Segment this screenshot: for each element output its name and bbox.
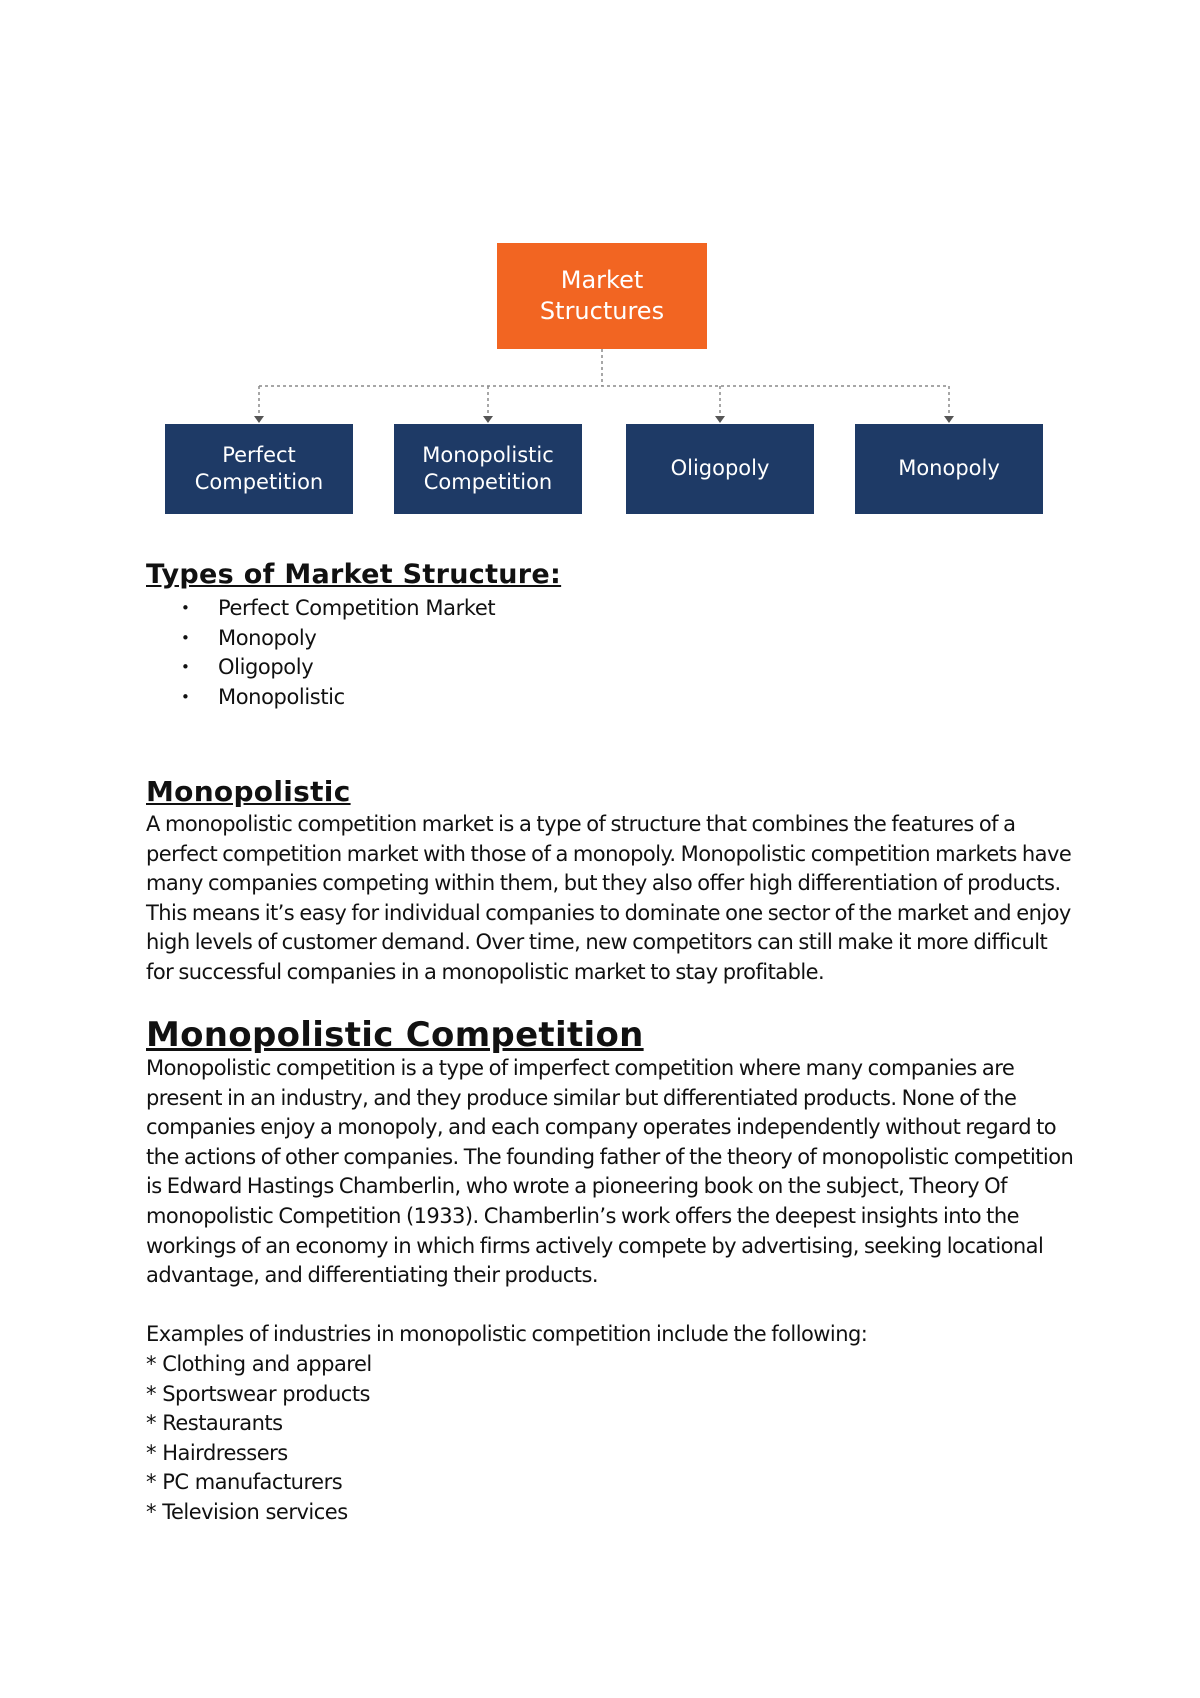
monopolistic-paragraph: A monopolistic competition market is a type of structure that combines the features of a perfect competition market with those of a monopoly. Monopolistic competition markets have many companies competing within them, but they also offer high differentiation of products. This means it’s easy for individual companies to dominate one sector of the market and enjoy high levels of customer demand. Over time, new competitors can still make it more difficult for successful companies in a monopolistic market to stay profitable. <box>146 812 1072 984</box>
node-perfect-competition <box>165 424 353 514</box>
examples-intro: Examples of industries in monopolistic competition include the following: <box>146 1322 868 1346</box>
node-monopolistic-competition <box>394 424 582 514</box>
examples-list <box>146 1350 372 1528</box>
node-monopoly <box>855 424 1043 514</box>
monopolistic-competition-paragraph: Monopolistic competition is a type of imperfect competition where many companies are present in an industry, and they produce similar but differentiated products. None of the companies enjoy a monopoly, and each company operates independently without regard to the actions of other companies. The founding father of the theory of monopolistic competition is Edward Hastings Chamberlin, who wrote a pioneering book on the subject, Theory Of monopolistic Competition (1933). Chamberlin’s work offers the deepest insights into the workings of an economy in which firms actively compete by advertising, seeking locational advantage, and differentiating their products. <box>146 1056 1074 1288</box>
node-label-line1: Perfect <box>222 442 296 467</box>
node-oligopoly <box>626 424 814 514</box>
arrow-down-icon <box>483 416 493 423</box>
root-node-market-structures <box>497 243 707 349</box>
node-label-line1: Monopolistic <box>422 442 554 467</box>
list-item: * Clothing and apparel <box>146 1350 372 1380</box>
list-item: * Sportswear products <box>146 1380 372 1410</box>
root-node-label-line1: Market <box>560 265 644 294</box>
market-structures-diagram <box>0 0 1200 540</box>
list-item: • Monopolistic <box>146 683 495 713</box>
types-heading: Types of Market Structure: <box>146 559 562 590</box>
list-item: * Hairdressers <box>146 1439 372 1469</box>
root-node-label-line2: Structures <box>539 297 665 325</box>
list-item: * Television services <box>146 1498 372 1528</box>
arrow-down-icon <box>944 416 954 423</box>
list-item: * Restaurants <box>146 1409 372 1439</box>
list-item: • Oligopoly <box>146 653 495 683</box>
node-label-line1: Oligopoly <box>670 456 770 481</box>
node-label-line1: Monopoly <box>898 456 1000 481</box>
types-list <box>146 594 495 712</box>
node-label-line2: Competition <box>194 470 324 494</box>
monopolistic-competition-heading: Monopolistic Competition <box>146 1015 644 1055</box>
arrow-down-icon <box>254 416 264 423</box>
list-item: • Perfect Competition Market <box>146 594 495 624</box>
list-item: • Monopoly <box>146 624 495 654</box>
node-label-line2: Competition <box>423 470 553 494</box>
arrow-down-icon <box>715 416 725 423</box>
list-item: * PC manufacturers <box>146 1468 372 1498</box>
monopolistic-heading: Monopolistic <box>146 775 351 808</box>
